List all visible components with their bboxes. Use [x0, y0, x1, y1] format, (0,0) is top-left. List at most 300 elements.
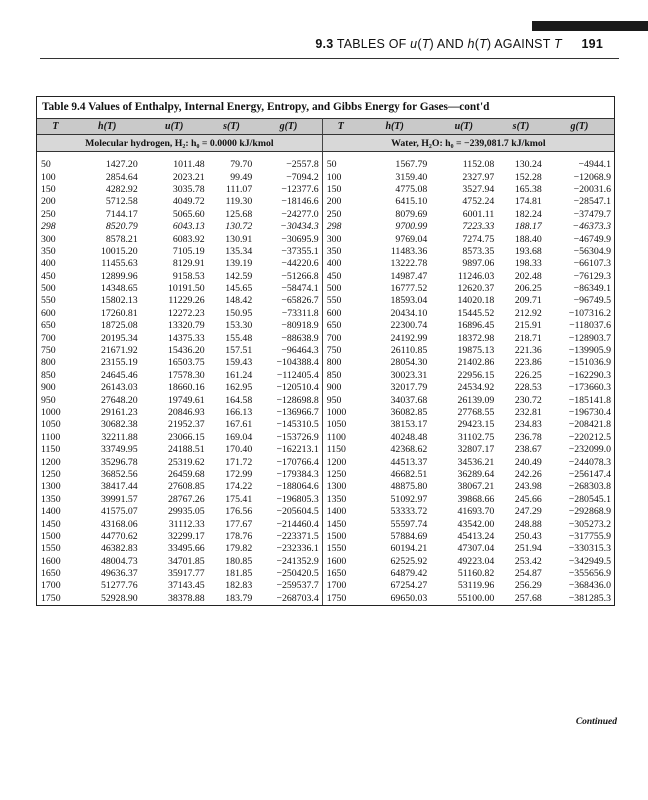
table-row: [37, 543, 614, 555]
table-cell: 50: [41, 159, 51, 171]
table-cell: 18372.98: [457, 332, 495, 344]
table-cell: 171.72: [225, 456, 253, 468]
table-cell: 1000: [326, 407, 347, 418]
table-cell: −250420.5: [255, 568, 322, 580]
table-cell: 177.67: [225, 518, 253, 530]
table-cell: 3527.94: [462, 183, 495, 195]
table-cell: 1550: [41, 543, 61, 555]
table-cell: 150.95: [225, 307, 253, 319]
table-cell: 152.28: [514, 171, 542, 183]
table-cell: 165.38: [514, 183, 542, 195]
table-cell: 11246.03: [457, 270, 495, 282]
table-cell: 34701.85: [167, 555, 205, 567]
table-cell: 41693.70: [457, 506, 495, 518]
table-cell: 450: [41, 270, 56, 282]
table-cell: −162213.1: [255, 444, 322, 456]
table-cell: 228.53: [514, 382, 542, 394]
table-cell: 12899.96: [100, 270, 138, 282]
table-cell: 32017.79: [390, 382, 428, 394]
table-cell: 172.99: [225, 468, 253, 480]
table-cell: 37143.45: [167, 580, 205, 592]
table-cell: −28547.1: [573, 196, 611, 208]
table-cell: 142.59: [225, 270, 253, 282]
table-cell: 1152.08: [462, 159, 495, 171]
table-cell: 1250: [326, 468, 347, 480]
table-cell: 12620.37: [457, 283, 495, 295]
table-cell: 6415.10: [395, 196, 428, 208]
table-cell: 1750: [326, 592, 347, 604]
table-cell: 250: [41, 208, 56, 220]
table-cell: 1600: [41, 555, 61, 567]
table-cell: 250: [326, 208, 342, 220]
table-cell: 20195.34: [100, 332, 138, 344]
table-cell: 950: [326, 394, 342, 406]
table-cell: 6083.92: [172, 233, 205, 245]
table-cell: 24645.46: [100, 369, 138, 381]
col-header-t: T: [37, 119, 74, 135]
table-cell: 31112.33: [168, 518, 205, 530]
table-cell: 10191.50: [167, 283, 205, 295]
running-head: [315, 37, 603, 51]
table-cell: −232099.0: [568, 444, 611, 456]
table-cell: 8079.69: [395, 208, 428, 220]
table-row: [37, 332, 614, 344]
table-cell: 39868.66: [457, 493, 495, 505]
table-cell: 38153.17: [390, 419, 428, 431]
table-cell: 18593.04: [390, 295, 428, 307]
table-cell: 243.98: [514, 481, 542, 493]
table-cell: 17260.81: [100, 307, 138, 319]
table-cell: 1700: [326, 580, 347, 592]
table-cell: −208421.8: [568, 419, 611, 431]
page-number: 191: [581, 37, 603, 51]
col-header-t-right: T: [322, 119, 359, 135]
table-row: [37, 233, 614, 245]
table-cell: 47307.04: [457, 543, 495, 555]
table-cell: 600: [326, 307, 342, 319]
table-cell: 251.94: [514, 543, 542, 555]
table-cell: −37479.7: [573, 208, 611, 220]
gas-title-row: [37, 135, 614, 152]
table-cell: 50: [326, 159, 337, 171]
table-cell: −368436.0: [568, 580, 611, 592]
table-cell: −173660.3: [568, 382, 611, 394]
table-cell: 79.70: [230, 159, 253, 171]
table-cell: 1400: [326, 506, 347, 518]
table-cell: 130.91: [225, 233, 253, 245]
table-cell: 174.22: [225, 481, 253, 493]
table-cell: 183.79: [225, 592, 253, 604]
table-cell: −56304.9: [573, 245, 611, 257]
table-cell: 221.36: [514, 345, 542, 357]
table-cell: −30434.3: [255, 221, 322, 233]
table-cell: 750: [41, 345, 56, 357]
table-cell: 247.29: [514, 506, 542, 518]
table-cell: 1450: [326, 518, 347, 530]
table-cell: −220212.5: [568, 431, 611, 443]
table-cell: 135.34: [225, 245, 253, 257]
table-cell: 31102.75: [457, 431, 495, 443]
table-cell: −292868.9: [568, 506, 611, 518]
table-cell: −179384.3: [255, 469, 322, 481]
table-cell: 15436.20: [167, 345, 205, 357]
table-cell: −188064.6: [255, 481, 322, 493]
table-cell: 1427.20: [105, 159, 138, 171]
table-cell: 27768.55: [457, 407, 495, 418]
table-cell: 300: [41, 233, 56, 245]
table-cell: −46749.9: [573, 233, 611, 245]
table-cell: 250.43: [514, 530, 542, 542]
table-cell: 1011.48: [173, 159, 205, 171]
table-cell: −128698.8: [255, 394, 322, 406]
table-cell: 226.25: [514, 369, 542, 381]
table-row: [37, 295, 614, 307]
table-cell: 16503.75: [167, 357, 205, 369]
table-cell: 236.78: [514, 431, 542, 443]
table-cell: −280545.1: [568, 493, 611, 505]
table-cell: 6043.13: [172, 221, 205, 233]
table-cell: 5712.58: [105, 196, 138, 208]
table-cell: 48004.73: [100, 555, 138, 567]
table-cell: 24188.51: [167, 444, 205, 456]
table-cell: −223371.5: [255, 531, 322, 543]
table-cell: 1500: [326, 530, 347, 542]
table-cell: 175.41: [225, 493, 253, 505]
header-rule: [40, 58, 619, 59]
table-cell: 188.40: [514, 233, 542, 245]
table-cell: −80918.9: [255, 320, 322, 332]
table-row: [37, 580, 614, 592]
col-header-u: u(T): [141, 119, 208, 135]
table-cell: 8578.21: [105, 233, 138, 245]
table-cell: 500: [326, 283, 342, 295]
table-cell: 26110.85: [390, 345, 428, 357]
table-cell: 39991.57: [100, 493, 138, 505]
table-cell: 32807.17: [457, 444, 495, 456]
table-cell: 22956.15: [457, 369, 495, 381]
table-cell: 155.48: [225, 332, 253, 344]
table-cell: 350: [41, 245, 56, 257]
table-cell: 166.13: [225, 407, 253, 418]
table-cell: 256.29: [514, 580, 542, 592]
table-cell: 7105.19: [172, 245, 205, 257]
table-cell: 7144.17: [105, 208, 138, 220]
table-cell: 62525.92: [390, 555, 428, 567]
table-cell: −342949.5: [568, 555, 611, 567]
table-cell: 9769.04: [395, 233, 428, 245]
table-cell: 14020.18: [457, 295, 495, 307]
table-row: [37, 209, 614, 221]
table-cell: 25319.62: [167, 456, 205, 468]
table-cell: 1300: [41, 481, 61, 493]
table-cell: −107316.2: [568, 307, 611, 319]
table-cell: −185141.8: [568, 394, 611, 406]
table-cell: 46382.83: [100, 543, 138, 555]
table-caption: Table 9.4 Values of Enthalpy, Internal Energy, Entropy, and Gibbs Energy for Gases—cont'd: [42, 101, 490, 113]
table-row: [37, 506, 614, 518]
table-cell: 43542.00: [457, 518, 495, 530]
table-cell: 450: [326, 270, 342, 282]
table-cell: 161.24: [225, 369, 253, 381]
table-row: [37, 258, 614, 270]
table-cell: −12377.6: [255, 184, 322, 196]
table-cell: 5065.60: [172, 208, 205, 220]
table-cell: 169.04: [225, 431, 253, 443]
table-cell: 209.71: [514, 295, 542, 307]
table-cell: −196805.3: [255, 494, 322, 506]
col-header-s: s(T): [208, 119, 256, 135]
table-cell: −330315.3: [568, 543, 611, 555]
table-cell: 19749.61: [167, 394, 205, 406]
table-cell: 200: [41, 196, 56, 208]
table-cell: 1650: [326, 568, 347, 580]
table-cell: −20031.6: [573, 183, 611, 195]
table-cell: 29161.23: [100, 407, 138, 418]
table-cell: 223.86: [514, 357, 542, 369]
table-cell: −128903.7: [568, 332, 611, 344]
table-cell: 181.85: [225, 568, 253, 580]
table-cell: −104388.4: [255, 357, 322, 369]
table-row: [37, 518, 614, 530]
table-cell: 950: [41, 394, 56, 406]
table-row: [37, 432, 614, 444]
table-row: [37, 419, 614, 431]
table-cell: 38417.44: [100, 481, 138, 493]
continued-label: Continued: [575, 717, 617, 727]
table-cell: 1100: [326, 431, 346, 443]
table-cell: 8129.91: [172, 258, 205, 270]
table-cell: 15802.13: [100, 295, 138, 307]
table-cell: 850: [41, 369, 56, 381]
table-cell: 22300.74: [390, 320, 428, 332]
table-cell: 200: [326, 196, 342, 208]
table-cell: 170.40: [225, 444, 253, 456]
table-cell: 53119.96: [457, 580, 495, 592]
table-cell: 35296.78: [100, 456, 138, 468]
table-cell: 650: [326, 320, 342, 332]
table-cell: 9897.06: [462, 258, 495, 270]
table-cell: −268303.8: [568, 481, 611, 493]
table-cell: −88638.9: [255, 332, 322, 344]
table-cell: 21952.37: [167, 419, 205, 431]
table-cell: 800: [326, 357, 342, 369]
table-cell: 15445.52: [457, 307, 495, 319]
table-cell: 14987.47: [390, 270, 428, 282]
table-cell: 253.42: [514, 555, 542, 567]
table-cell: −4944.1: [578, 159, 611, 171]
table-cell: 45413.24: [457, 530, 495, 542]
table-row: [37, 481, 614, 493]
table-cell: 24192.99: [390, 332, 428, 344]
table-row: [37, 494, 614, 506]
table-cell: 550: [326, 295, 342, 307]
table-cell: 49636.37: [100, 568, 138, 580]
col-header-g: g(T): [255, 119, 322, 135]
table-cell: −241352.9: [255, 556, 322, 568]
table-cell: 4775.08: [395, 183, 428, 195]
table-cell: −139905.9: [568, 345, 611, 357]
table-cell: −2557.8: [255, 159, 322, 171]
table-cell: 2023.21: [172, 171, 205, 183]
hydrogen-title: Molecular hydrogen, H₂: h₀ = 0.0000 kJ/kmol: [37, 135, 322, 152]
table-cell: 130.24: [514, 159, 542, 171]
table-cell: 1350: [41, 493, 61, 505]
table-cell: 3035.78: [172, 183, 205, 195]
table-cell: −196730.4: [568, 407, 611, 418]
table-cell: 400: [326, 258, 342, 270]
table-cell: 26459.68: [167, 468, 205, 480]
table-cell: −118037.6: [569, 320, 611, 332]
table-cell: 10015.20: [100, 245, 138, 257]
table-cell: 35917.77: [167, 568, 205, 580]
table-cell: 7223.33: [462, 221, 495, 233]
table-cell: 1550: [326, 543, 347, 555]
table-cell: 27608.85: [167, 481, 205, 493]
table-row: [37, 370, 614, 382]
table-cell: 26143.03: [100, 382, 138, 394]
table-cell: 33495.66: [167, 543, 205, 555]
table-cell: 1300: [326, 481, 347, 493]
table-cell: 11229.26: [168, 295, 205, 307]
table-cell: 18725.08: [100, 320, 138, 332]
table-cell: 26139.09: [457, 394, 495, 406]
table-cell: 6001.11: [462, 208, 495, 220]
table-cell: 600: [41, 307, 56, 319]
table-cell: 55100.00: [457, 592, 495, 604]
table-cell: −18146.6: [255, 196, 322, 208]
table-cell: 33749.95: [100, 444, 138, 456]
table-cell: 1050: [41, 419, 61, 431]
table-cell: 11483.36: [390, 245, 428, 257]
table-cell: 215.91: [514, 320, 542, 332]
table-cell: 198.33: [514, 258, 542, 270]
table-cell: 30682.38: [100, 419, 138, 431]
table-row: [37, 196, 614, 208]
table-cell: −46373.3: [572, 221, 611, 233]
table-cell: 234.83: [514, 419, 542, 431]
table-cell: 900: [41, 382, 56, 394]
table-cell: 3159.40: [395, 171, 428, 183]
table-cell: 7274.75: [462, 233, 495, 245]
table-cell: −65826.7: [255, 295, 322, 307]
table-cell: 119.30: [225, 196, 253, 208]
table-cell: 2327.97: [462, 171, 495, 183]
table-cell: 11455.63: [101, 258, 138, 270]
table-cell: 8573.35: [462, 245, 495, 257]
table-cell: 13320.79: [167, 320, 205, 332]
data-table-container: [36, 96, 615, 606]
table-cell: 242.26: [514, 468, 542, 480]
table-cell: 1000: [41, 407, 61, 418]
table-cell: 38067.21: [457, 481, 495, 493]
table-cell: 36852.56: [100, 468, 138, 480]
table-row: [37, 345, 614, 357]
table-cell: 145.65: [225, 283, 253, 295]
table-cell: 180.85: [225, 555, 253, 567]
table-cell: 1650: [41, 568, 61, 580]
table-cell: 182.83: [225, 580, 253, 592]
table-cell: −170766.4: [255, 456, 322, 468]
table-cell: −214460.4: [255, 518, 322, 530]
table-cell: 800: [41, 357, 56, 369]
table-cell: 162.95: [225, 382, 253, 394]
table-cell: −244078.3: [568, 456, 611, 468]
table-cell: 700: [326, 332, 342, 344]
table-cell: 28054.30: [390, 357, 428, 369]
table-cell: 20434.10: [390, 307, 428, 319]
table-row: [37, 469, 614, 481]
table-cell: 55597.74: [390, 518, 428, 530]
table-cell: −145310.5: [255, 419, 322, 431]
table-cell: 60194.21: [390, 543, 428, 555]
col-header-u-right: u(T): [430, 119, 497, 135]
table-cell: 29935.05: [167, 506, 205, 518]
table-cell: 64879.42: [390, 568, 428, 580]
table-cell: 248.88: [514, 518, 542, 530]
table-cell: 900: [326, 382, 342, 394]
table-cell: 1050: [326, 419, 347, 431]
table-cell: 21402.86: [457, 357, 495, 369]
table-cell: 52928.90: [100, 592, 138, 604]
table-cell: 130.72: [225, 221, 253, 233]
table-cell: −381285.3: [568, 592, 611, 604]
table-cell: 750: [326, 345, 342, 357]
table-cell: −96464.3: [255, 345, 322, 357]
table-cell: 9700.99: [395, 221, 428, 233]
table-cell: −136966.7: [255, 407, 322, 419]
table-cell: 100: [326, 171, 342, 183]
table-cell: 16896.45: [457, 320, 495, 332]
table-cell: 12272.23: [167, 307, 205, 319]
table-cell: −7094.2: [255, 171, 322, 183]
table-cell: 159.43: [225, 357, 253, 369]
table-cell: 29423.15: [457, 419, 495, 431]
table-cell: 139.19: [225, 258, 253, 270]
table-cell: 49223.04: [457, 555, 495, 567]
col-header-g-right: g(T): [545, 119, 614, 135]
table-row: [37, 556, 614, 568]
table-cell: 157.51: [225, 345, 253, 357]
table-row: [37, 159, 614, 171]
col-header-h: h(T): [74, 119, 141, 135]
table-cell: 245.66: [514, 493, 542, 505]
column-header-row: [37, 119, 614, 135]
table-cell: 51160.82: [457, 568, 495, 580]
data-table: [37, 118, 614, 605]
table-cell: 16777.52: [390, 283, 428, 295]
table-cell: 32299.17: [167, 530, 205, 542]
table-cell: 650: [41, 320, 56, 332]
table-row: [37, 568, 614, 580]
table-cell: 21671.92: [100, 345, 138, 357]
table-cell: 23155.19: [100, 357, 138, 369]
table-cell: 41575.07: [100, 506, 138, 518]
table-cell: −24277.0: [255, 209, 322, 221]
table-cell: 1350: [326, 493, 347, 505]
table-cell: 14375.33: [167, 332, 205, 344]
table-cell: 36289.64: [457, 468, 495, 480]
table-row: [37, 382, 614, 394]
table-cell: 232.81: [514, 407, 542, 418]
table-cell: 67254.27: [390, 580, 428, 592]
table-cell: 17578.30: [167, 369, 205, 381]
table-cell: 43168.06: [100, 518, 138, 530]
table-cell: −37355.1: [255, 246, 322, 258]
table-cell: 57884.69: [390, 530, 428, 542]
table-row: [37, 283, 614, 295]
table-cell: −205604.5: [255, 506, 322, 518]
table-cell: 1400: [41, 506, 61, 518]
